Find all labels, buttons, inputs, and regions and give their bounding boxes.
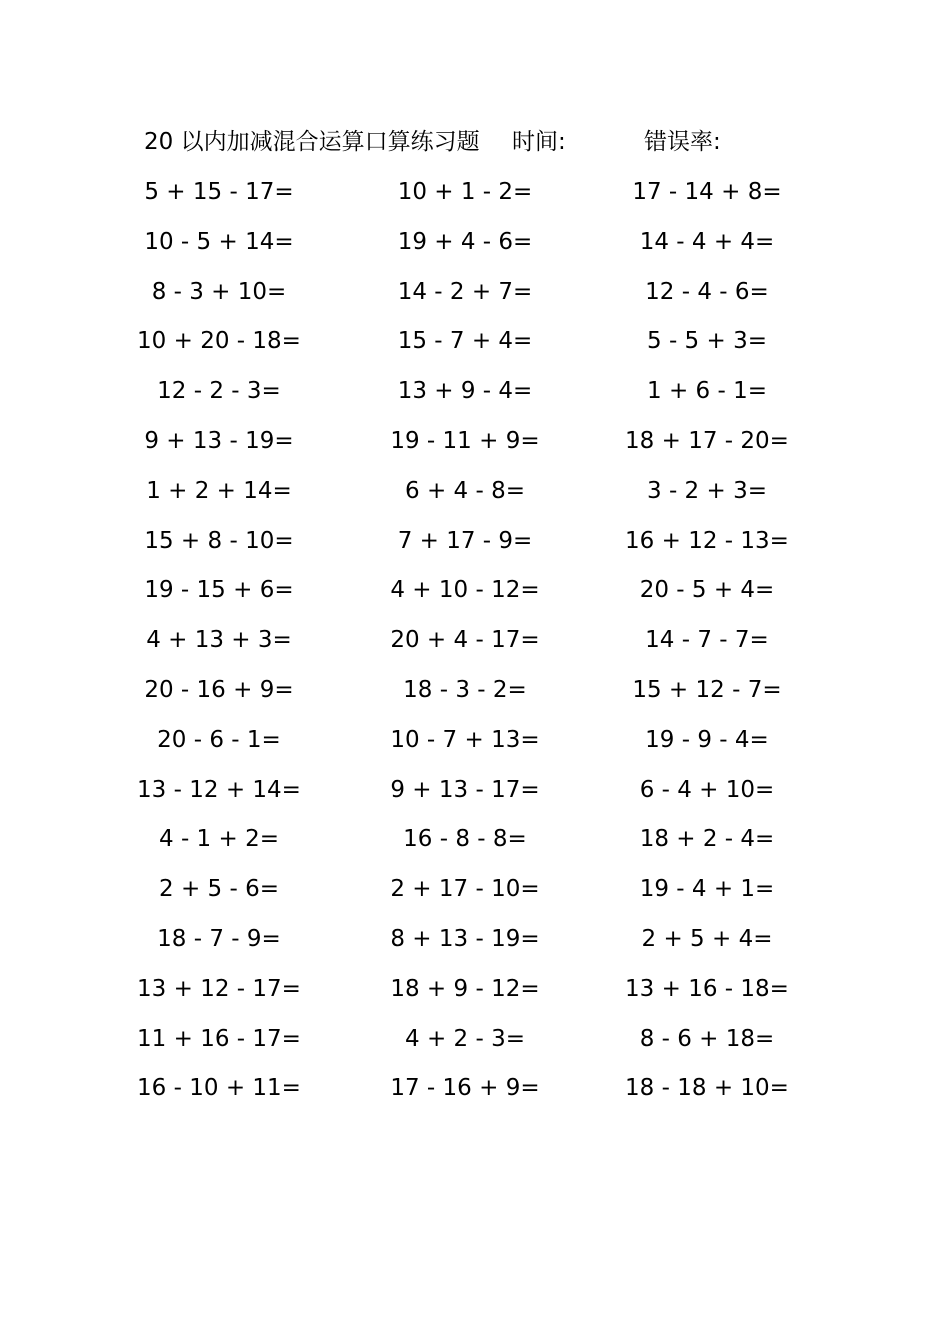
problem-item: 7 + 17 - 9= [397, 527, 533, 554]
error-rate-label: 错误率: [644, 129, 721, 155]
problem-row [0, 969, 950, 1019]
problem-item: 4 - 1 + 2= [159, 826, 279, 853]
problem-item: 19 + 4 - 6= [397, 228, 533, 255]
problem-item: 16 - 8 - 8= [403, 826, 527, 853]
problem-row [0, 919, 950, 969]
problem-item: 10 - 5 + 14= [144, 228, 294, 255]
problem-row [0, 869, 950, 919]
problem-item: 10 + 1 - 2= [397, 179, 533, 205]
problem-item: 18 - 18 + 10= [625, 1075, 789, 1102]
time-label: 时间: [512, 129, 566, 155]
problem-item: 15 - 7 + 4= [397, 328, 533, 355]
problem-item: 13 + 12 - 17= [137, 975, 301, 1002]
problem-row [0, 1019, 950, 1069]
problem-item: 19 - 9 - 4= [645, 726, 769, 753]
problem-row [0, 570, 950, 620]
problem-item: 19 - 15 + 6= [144, 577, 294, 604]
problem-item: 12 - 2 - 3= [157, 378, 281, 405]
problem-item: 2 + 5 - 6= [159, 876, 279, 903]
problem-item: 10 + 20 - 18= [137, 328, 301, 355]
problem-item: 8 - 6 + 18= [639, 1025, 775, 1052]
problem-item: 15 + 8 - 10= [144, 527, 294, 554]
problem-item: 18 - 7 - 9= [157, 925, 281, 952]
problem-row [0, 1068, 950, 1118]
problem-item: 4 + 10 - 12= [390, 577, 540, 604]
problem-item: 3 - 2 + 3= [647, 477, 767, 504]
problem-row [0, 720, 950, 770]
problem-row [0, 770, 950, 820]
problem-item: 5 - 5 + 3= [647, 328, 767, 355]
worksheet-title: 20 以内加减混合运算口算练习题 [144, 129, 480, 155]
problem-grid [0, 172, 950, 1118]
problem-row [0, 222, 950, 272]
problem-item: 5 + 15 - 17= [144, 179, 294, 205]
problem-item: 13 + 16 - 18= [625, 975, 789, 1002]
problem-row [0, 172, 950, 222]
problem-item: 4 + 13 + 3= [146, 627, 292, 654]
problem-item: 12 - 4 - 6= [645, 278, 769, 305]
problem-item: 19 - 4 + 1= [639, 876, 775, 903]
problem-item: 16 + 12 - 13= [625, 527, 789, 554]
problem-row [0, 521, 950, 571]
problem-item: 17 - 16 + 9= [390, 1075, 540, 1102]
problem-row [0, 620, 950, 670]
problem-item: 10 - 7 + 13= [390, 726, 540, 753]
problem-item: 8 + 13 - 19= [390, 925, 540, 952]
problem-item: 15 + 12 - 7= [632, 676, 782, 703]
problem-row [0, 321, 950, 371]
problem-item: 6 + 4 - 8= [405, 477, 525, 504]
worksheet-header [0, 124, 950, 160]
problem-row [0, 272, 950, 322]
problem-item: 18 + 17 - 20= [625, 427, 789, 454]
problem-item: 14 - 2 + 7= [397, 278, 533, 305]
problem-row [0, 670, 950, 720]
problem-item: 13 - 12 + 14= [137, 776, 301, 803]
problem-item: 11 + 16 - 17= [137, 1025, 301, 1052]
problem-item: 18 - 3 - 2= [403, 676, 527, 703]
problem-item: 18 + 2 - 4= [639, 826, 775, 853]
problem-row [0, 819, 950, 869]
problem-item: 8 - 3 + 10= [151, 278, 287, 305]
problem-item: 14 - 4 + 4= [639, 228, 775, 255]
problem-item: 20 - 16 + 9= [144, 676, 294, 703]
problem-item: 18 + 9 - 12= [390, 975, 540, 1002]
problem-item: 14 - 7 - 7= [645, 627, 769, 654]
problem-item: 1 + 2 + 14= [146, 477, 292, 504]
problem-item: 20 + 4 - 17= [390, 627, 540, 654]
problem-item: 20 - 6 - 1= [157, 726, 281, 753]
problem-item: 20 - 5 + 4= [639, 577, 775, 604]
problem-item: 9 + 13 - 19= [144, 427, 294, 454]
problem-item: 9 + 13 - 17= [390, 776, 540, 803]
problem-item: 16 - 10 + 11= [137, 1075, 301, 1102]
problem-item: 17 - 14 + 8= [632, 179, 782, 205]
problem-item: 6 - 4 + 10= [639, 776, 775, 803]
problem-item: 1 + 6 - 1= [647, 378, 767, 405]
problem-item: 2 + 5 + 4= [641, 925, 773, 952]
problem-item: 4 + 2 - 3= [405, 1025, 525, 1052]
problem-row [0, 371, 950, 421]
problem-item: 19 - 11 + 9= [390, 427, 540, 454]
problem-row [0, 421, 950, 471]
problem-item: 13 + 9 - 4= [397, 378, 533, 405]
problem-row [0, 471, 950, 521]
problem-item: 2 + 17 - 10= [390, 876, 540, 903]
